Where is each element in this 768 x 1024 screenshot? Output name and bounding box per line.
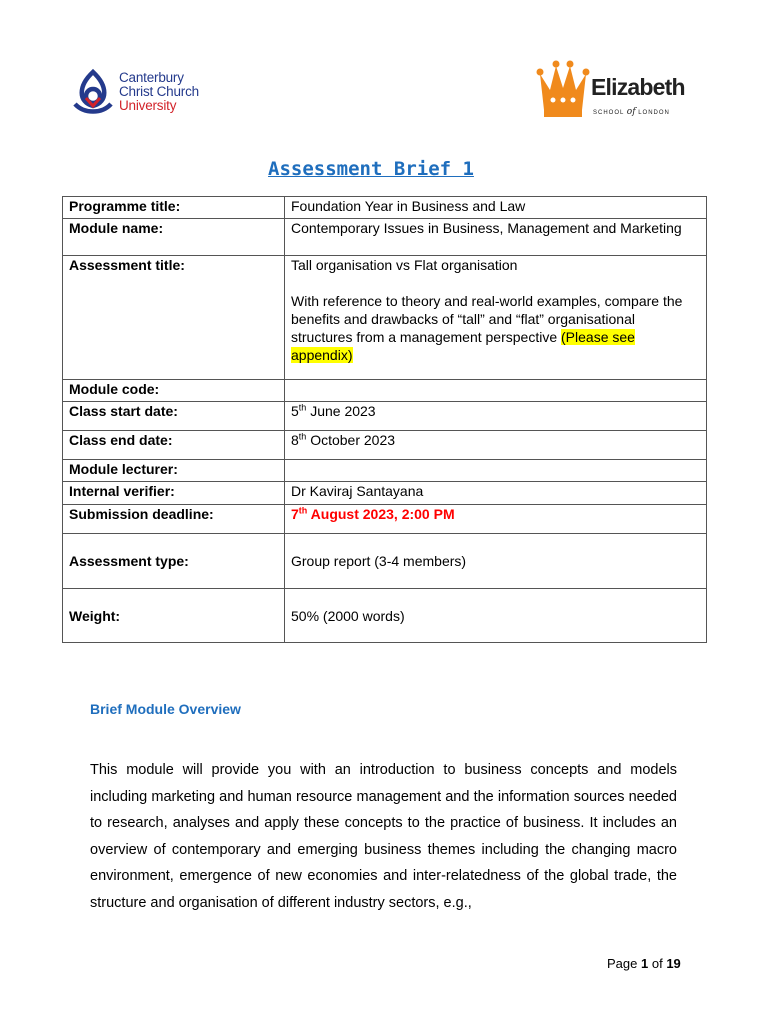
class-end-day: 8 (291, 432, 299, 448)
cccu-wordmark (119, 71, 199, 113)
value-class-end (285, 431, 707, 460)
cccu-line2: Christ Church (119, 84, 199, 99)
class-start-suffix: th (298, 402, 307, 413)
cccu-logo (64, 58, 208, 124)
label-programme: Programme title: (63, 197, 285, 219)
esl-sub-left: SCHOOL (593, 110, 625, 116)
label-lecturer: Module lecturer: (63, 460, 285, 482)
cccu-line1: Canterbury (119, 70, 184, 85)
assessment-info-table (62, 196, 707, 643)
value-assessment-type: Group report (3-4 members) (285, 534, 707, 589)
esl-sub-of: of (626, 107, 636, 117)
label-module-name: Module name: (63, 219, 285, 256)
label-deadline: Submission deadline: (63, 505, 285, 534)
label-weight: Weight: (63, 589, 285, 643)
assessment-title-line2: With reference to theory and real-world examples, compare the benefits and drawbacks of “tall” and “flat” organisational structures from a management perspective (291, 293, 683, 345)
label-class-end: Class end date: (63, 431, 285, 460)
row-module-code (63, 380, 707, 402)
label-module-code: Module code: (63, 380, 285, 402)
row-programme (63, 197, 707, 219)
appendix-highlight: (Please see appendix) (291, 329, 635, 363)
label-verifier: Internal verifier: (63, 482, 285, 505)
value-module-name: Contemporary Issues in Business, Management and Marketing (285, 219, 707, 256)
value-assessment-title (285, 256, 707, 380)
elizabeth-school-logo (536, 56, 686, 126)
elizabeth-wordmark: Elizabeth (591, 74, 685, 100)
assessment-title-description (291, 292, 700, 364)
footer-page-word: Page (607, 956, 638, 971)
value-weight: 50% (2000 words) (285, 589, 707, 643)
row-assessment-type (63, 534, 707, 589)
label-assessment-type: Assessment type: (63, 534, 285, 589)
deadline-day: 7 (291, 506, 299, 522)
page-footer (607, 956, 681, 971)
cccu-line3: University (119, 98, 177, 113)
footer-of-word: of (651, 956, 663, 971)
elizabeth-subline (593, 107, 670, 117)
value-class-start (285, 402, 707, 431)
label-class-start: Class start date: (63, 402, 285, 431)
overview-paragraph: This module will provide you with an introduction to business concepts and models including marketing and human resource management and the information sources needed to research, analyses and apply these concepts to the practice of business. It includes an overview of contemporary and emerging business themes including the changing macro environment, emergence of new economies and inter-relatedness of the global trade, the structure and organisation of different industry sectors, e.g., (90, 762, 677, 911)
class-start-rest: June 2023 (306, 403, 376, 419)
value-deadline (285, 505, 707, 534)
value-lecturer (285, 460, 707, 482)
class-start-day: 5 (291, 403, 299, 419)
class-end-suffix: th (298, 431, 307, 442)
row-class-end (63, 431, 707, 460)
footer-page-number: 1 (641, 956, 649, 971)
row-deadline (63, 505, 707, 534)
row-weight (63, 589, 707, 643)
class-end-rest: October 2023 (306, 432, 396, 448)
row-module-name (63, 219, 707, 256)
section-heading: Brief Module Overview (90, 701, 241, 717)
label-assessment-title: Assessment title: (63, 256, 285, 380)
value-programme: Foundation Year in Business and Law (285, 197, 707, 219)
row-lecturer (63, 460, 707, 482)
value-verifier: Dr Kaviraj Santayana (285, 482, 707, 505)
document-title: Assessment Brief 1 (268, 158, 474, 180)
row-class-start (63, 402, 707, 431)
assessment-title-line1: Tall organisation vs Flat organisation (291, 257, 518, 273)
deadline-rest: August 2023, 2:00 PM (307, 506, 455, 522)
row-assessment-title (63, 256, 707, 380)
footer-page-total: 19 (666, 956, 681, 971)
deadline-suffix: th (298, 505, 308, 516)
esl-sub-right: LONDON (638, 110, 670, 116)
crown-icon (536, 60, 590, 120)
trinity-knot-icon (70, 68, 116, 116)
row-verifier (63, 482, 707, 505)
value-module-code (285, 380, 707, 402)
